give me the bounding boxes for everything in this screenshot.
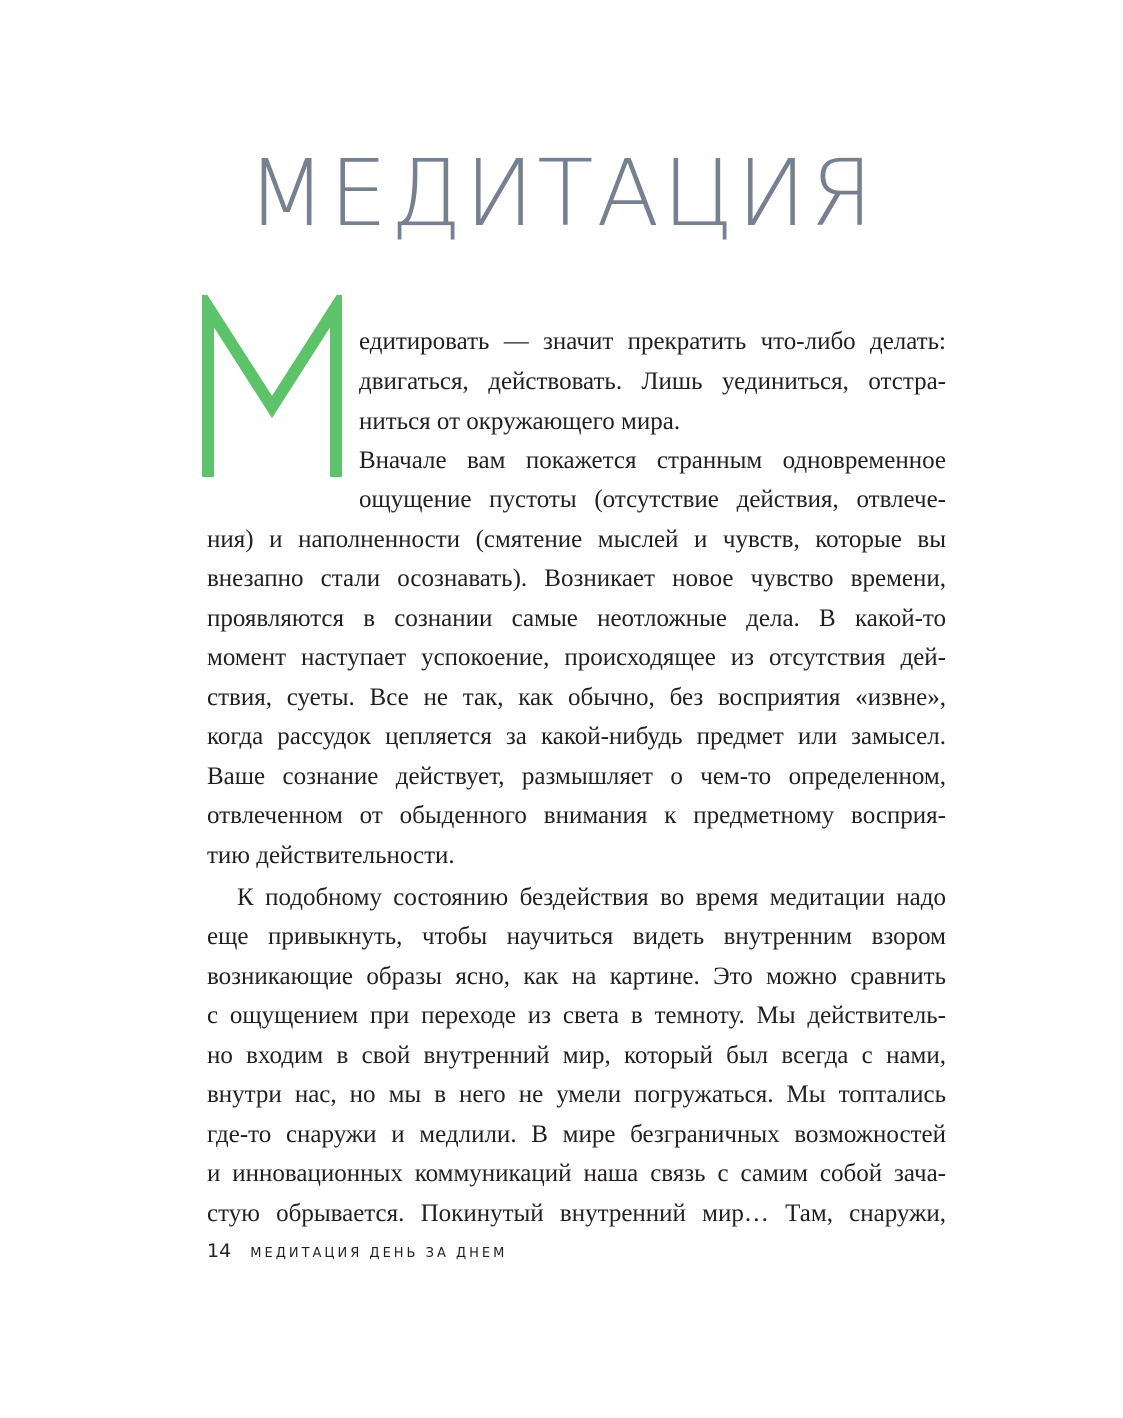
text-line: ния) и наполненности (смятение мыслей и чувств, которые вы: [207, 526, 946, 553]
text-line: ощущение пустоты (отсутствие действия, отвлече-: [359, 486, 946, 513]
text-line: Вначале вам покажется странным одновременное: [359, 447, 946, 474]
text-line: едитировать — значит прекратить что-либо делать:: [359, 328, 946, 355]
text-line: отвлеченном от обыденного внимания к предметному восприя-: [207, 802, 946, 829]
running-head: МЕДИТАЦИЯ ДЕНЬ ЗА ДНЕМ: [250, 1246, 508, 1261]
drop-cap-letter-m-icon: [198, 295, 348, 485]
text-line: с ощущением при переходе из света в темноту. Мы действитель-: [207, 1002, 946, 1029]
text-line: еще привыкнуть, чтобы научиться видеть внутренним взором: [207, 923, 946, 950]
page-number: 14: [207, 1240, 232, 1262]
text-line: двигаться, действовать. Лишь уединиться, отстра-: [359, 368, 946, 395]
drop-cap: [198, 295, 348, 485]
text-line: когда рассудок цепляется за какой-нибудь предмет или замысел.: [207, 723, 946, 750]
text-line: где-то снаружи и медлили. В мире безграничных возможностей: [207, 1121, 946, 1148]
text-line: но входим в свой внутренний мир, который был всегда с нами,: [207, 1042, 946, 1069]
text-line: и инновационных коммуникаций наша связь с самим собой зача-: [207, 1160, 946, 1187]
text-line: ниться от окружающего мира.: [359, 408, 681, 435]
text-line: ствия, суеты. Все не так, как обычно, без восприятия «извне»,: [207, 684, 946, 711]
text-line: момент наступает успокоение, происходящее из отсутствия дей-: [207, 644, 946, 671]
chapter-title: МЕДИТАЦИЯ: [246, 140, 877, 247]
text-line: возникающие образы ясно, как на картине. Это можно сравнить: [207, 963, 946, 990]
text-line: стую обрывается. Покинутый внутренний мир… Там, снаружи,: [207, 1200, 946, 1227]
text-line: К подобному состоянию бездействия во время медитации надо: [237, 884, 946, 911]
page-footer: [207, 1240, 507, 1262]
text-line: проявляются в сознании самые неотложные дела. В какой-то: [207, 605, 946, 632]
text-line: тию действительности.: [207, 842, 455, 869]
text-line: внутри нас, но мы в него не умели погружаться. Мы топтались: [207, 1081, 946, 1108]
text-line: внезапно стали осознавать). Возникает новое чувство времени,: [207, 565, 946, 592]
text-line: Ваше сознание действует, размышляет о чем-то определенном,: [207, 763, 946, 790]
